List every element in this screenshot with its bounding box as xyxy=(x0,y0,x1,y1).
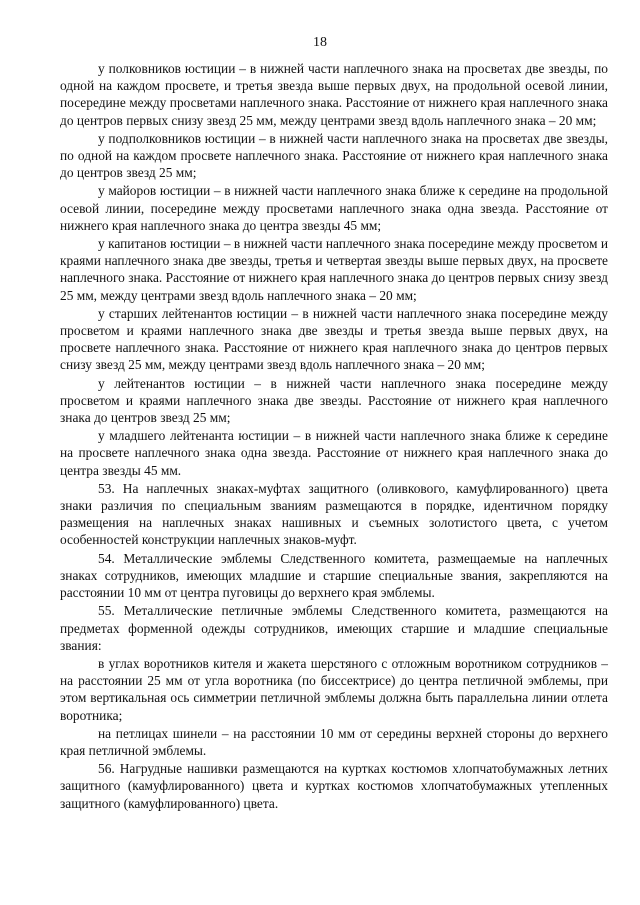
paragraph-captain: у капитанов юстиции – в нижней части наплечного знака посередине между просветом и краями наплечного знака две звезды, третья и четвертая звезды выше первых двух, на просвете наплечного знака. Расстояние от нижнего края наплечного знака до центров первых снизу звезд 25 мм, между центрами звезд вдоль наплечного знака – 20 мм; xyxy=(60,236,608,303)
paragraph-56: 56. Нагрудные нашивки размещаются на куртках костюмов хлопчатобумажных летних защитного (камуфлированного) цвета и куртках костюмов хлопчатобумажных утепленных защитного (камуфлированного) цвета. xyxy=(60,761,608,811)
paragraph-55-greatcoat: на петлицах шинели – на расстоянии 10 мм от середины верхней стороны до верхнего края петличной эмблемы. xyxy=(60,725,608,758)
paragraph-lieutenant-colonel: у подполковников юстиции – в нижней части наплечного знака на просветах две звезды, по одной на каждом просвете наплечного знака. Расстояние от нижнего края наплечного знака до центров звезд 25 мм; xyxy=(60,130,608,181)
paragraph-55: 55. Металлические петличные эмблемы Следственного комитета, размещаются на предметах форменной одежды сотрудников, имеющих старшие и младшие специальные звания: xyxy=(60,603,608,653)
page-number: 18 xyxy=(313,35,327,50)
paragraph-53: 53. На наплечных знаках-муфтах защитного (оливкового, камуфлированного) цвета знаки различия по специальным званиям размещаются в порядке, идентичном порядку размещения на наплечных знаках нашивных и съемных золотистого цвета, с учетом особенностей конструкции наплечных знаков-муфт. xyxy=(60,480,608,548)
paragraph-colonel: у полковников юстиции – в нижней части наплечного знака на просветах две звезды, по одной на каждом просвете, и третья звезда выше первых двух, на продольной осевой линии, посередине между просветами наплечного знака. Расстояние от нижнего края наплечного знака до центров первых снизу звезд 25 мм, между центрами звезд вдоль наплечного знака – 20 мм; xyxy=(60,61,608,128)
paragraph-junior-lieutenant: у младшего лейтенанта юстиции – в нижней части наплечного знака ближе к середине на просвете наплечного знака одна звезда. Расстояние от нижнего края наплечного знака до центра звезды 45 мм. xyxy=(60,428,608,478)
paragraph-54: 54. Металлические эмблемы Следственного комитета, размещаемые на наплечных знаках сотрудников, имеющих младшие и старшие специальные звания, закрепляются на расстоянии 10 мм от центра пуговицы до верхнего края эмблемы. xyxy=(60,550,608,601)
paragraph-senior-lieutenant: у старших лейтенантов юстиции – в нижней части наплечного знака посередине между просветом и краями наплечного знака две звезды и третья звезда выше первых двух, на просвете наплечного знака. Расстояние от нижнего края наплечного знака до центров первых снизу звезд 25 мм, между центрами звезд вдоль наплечного знака – 20 мм; xyxy=(60,305,608,373)
document-body xyxy=(60,60,608,813)
paragraph-major: у майоров юстиции – в нижней части наплечного знака ближе к середине на продольной осевой линии, посередине между просветами наплечного знака одна звезда. Расстояние от нижнего края наплечного знака до центра звезды 45 мм; xyxy=(60,183,608,233)
paragraph-lieutenant: у лейтенантов юстиции – в нижней части наплечного знака посередине между просветом и краями наплечного знака две звезды. Расстояние от нижнего края наплечного знака до центров звезд 25 мм; xyxy=(60,375,608,426)
paragraph-55-collar: в углах воротников кителя и жакета шерстяного с отложным воротником сотрудников – на расстоянии 25 мм от угла воротника (по биссектрисе) до центра петличной эмблемы, при этом вертикальная ось симметрии петличной эмблемы должна быть параллельна линии отлета воротника; xyxy=(60,655,608,723)
